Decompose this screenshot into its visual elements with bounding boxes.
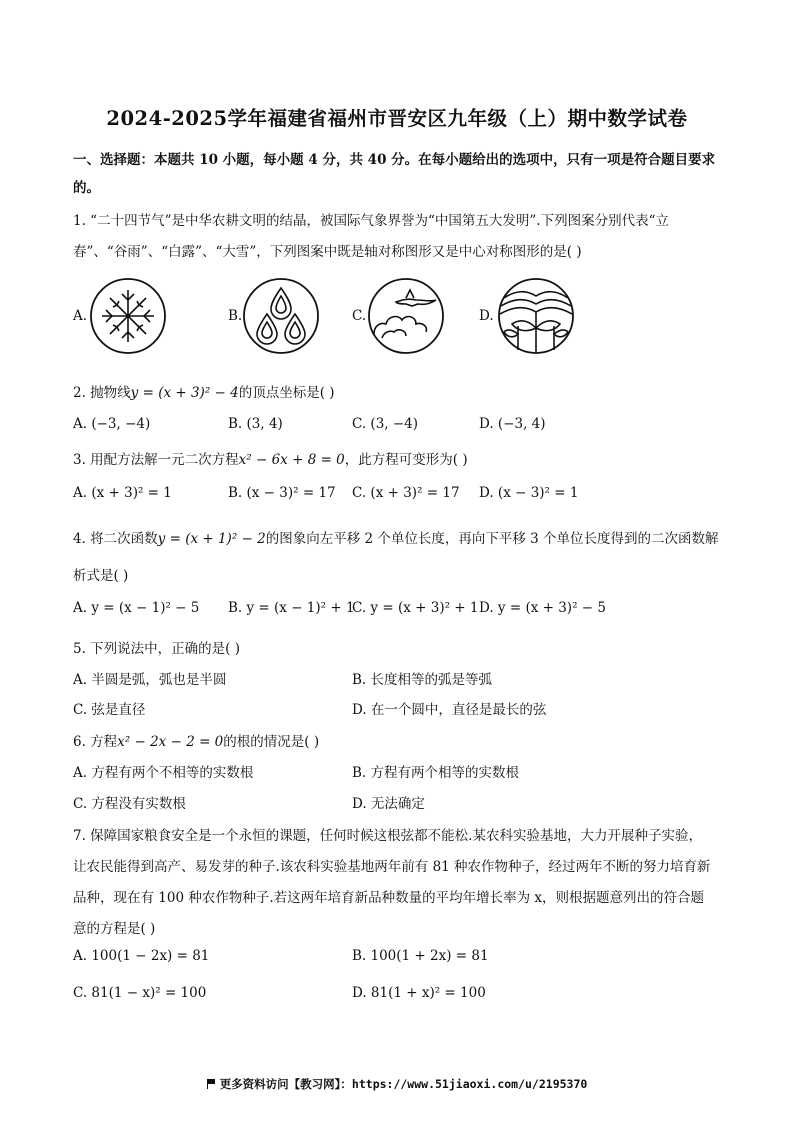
q6-option-c: C. 方程没有实数根 (73, 796, 186, 812)
droplets-icon (241, 276, 321, 356)
q3-stem-formula: x² − 6x + 8 = 0 (238, 452, 345, 468)
q5-option-d: D. 在一个圆中，直径是最长的弦 (352, 702, 547, 718)
q2-stem (73, 381, 723, 401)
q4-line2: 析式是( ) (73, 568, 129, 584)
q7-option-b: B. 100(1 + 2x) = 81 (352, 948, 489, 964)
q1-option-d-label: D. (479, 308, 494, 324)
cloud-bird-icon (366, 276, 446, 356)
q2-stem-text: 2. 抛物线 (73, 385, 131, 401)
q7-option-d: D. 81(1 + x)² = 100 (352, 985, 486, 1001)
q7-line3: 品种，现在有 100 种农作物种子.若这两年培育新品种数量的平均年增长率为 x，则根据题意列出的符合题 (73, 890, 705, 906)
q7-line4: 意的方程是( ) (73, 921, 156, 937)
q1-line1: 1. “二十四节气”是中华农耕文明的结晶，被国际气象界誉为“中国第五大发明”.下列图案分别代表“立 (73, 213, 669, 229)
flag-icon (207, 1079, 216, 1089)
q5-option-c: C. 弦是直径 (73, 702, 146, 718)
q7-line2: 让农民能得到高产、易发芽的种子.该农科实验基地两年前有 81 种农作物种子，经过两年不断的努力培育新 (73, 859, 711, 875)
q5-stem: 5. 下列说法中，正确的是( ) (73, 641, 240, 657)
q1-option-a-label: A. (73, 308, 88, 324)
q4-option-c: C. y = (x + 3)² + 1 (352, 600, 479, 616)
q4-stem-formula: y = (x + 1)² − 2 (157, 531, 266, 547)
footer (0, 1076, 794, 1092)
q4-stem-tail: 的图象向左平移 2 个单位长度，再向下平移 3 个单位长度得到的二次函数解 (265, 531, 719, 547)
q4-option-b: B. y = (x − 1)² + 1 (228, 600, 355, 616)
q1-option-c-label: C. (352, 308, 367, 324)
q6-option-a: A. 方程有两个不相等的实数根 (73, 765, 254, 781)
q2-option-d: D. (−3, 4) (479, 416, 546, 432)
q4-stem (73, 527, 723, 547)
q6-option-d: D. 无法确定 (352, 796, 425, 812)
q3-option-a: A. (x + 3)² = 1 (73, 485, 172, 501)
q1-line2: 春”、“谷雨”、“白露”、“大雪”，下列图案中既是轴对称图形又是中心对称图形的是( ) (73, 244, 582, 260)
q2-stem-tail: 的顶点坐标是( ) (238, 385, 335, 401)
q4-stem-text: 4. 将二次函数 (73, 531, 158, 547)
q4-option-a: A. y = (x − 1)² − 5 (73, 600, 200, 616)
sprout-icon (496, 276, 576, 356)
q5-option-a: A. 半圆是弧，弧也是半圆 (73, 672, 227, 688)
snowflake-icon (88, 276, 168, 356)
q3-stem-text: 3. 用配方法解一元二次方程 (73, 452, 239, 468)
q7-option-a: A. 100(1 − 2x) = 81 (73, 948, 210, 964)
q6-stem-tail: 的根的情况是( ) (223, 734, 320, 750)
q3-stem (73, 448, 723, 468)
q7-line1: 7. 保障国家粮食安全是一个永恒的课题，任何时候这根弦都不能松.某农科实验基地，大力开展种子实验， (73, 828, 702, 844)
footer-link[interactable]: 更多资料访问【教习网】：https://www.51jiaoxi.com/u/2195370 (219, 1077, 588, 1091)
section-heading-line2: 的。 (73, 180, 100, 196)
q3-option-c: C. (x + 3)² = 17 (352, 485, 460, 501)
q2-stem-formula: y = (x + 3)² − 4 (130, 385, 239, 401)
q2-option-a: A. (−3, −4) (73, 416, 151, 432)
q2-option-b: B. (3, 4) (228, 416, 283, 432)
q4-option-d: D. y = (x + 3)² − 5 (479, 600, 606, 616)
q1-option-b-label: B. (228, 308, 243, 324)
section-heading-line1: 一、选择题：本题共 10 小题，每小题 4 分，共 40 分。在每小题给出的选项中，只有一项是符合题目要求 (73, 152, 716, 168)
q7-option-c: C. 81(1 − x)² = 100 (73, 985, 207, 1001)
q3-option-d: D. (x − 3)² = 1 (479, 485, 579, 501)
q6-stem-text: 6. 方程 (73, 734, 118, 750)
page-title: 2024-2025学年福建省福州市晋安区九年级（上）期中数学试卷 (106, 107, 688, 130)
q6-stem-formula: x² − 2x − 2 = 0 (117, 734, 224, 750)
q6-stem (73, 730, 723, 750)
q3-stem-tail: ，此方程可变形为( ) (344, 452, 468, 468)
q6-option-b: B. 方程有两个相等的实数根 (352, 765, 520, 781)
q2-option-c: C. (3, −4) (352, 416, 419, 432)
q3-option-b: B. (x − 3)² = 17 (228, 485, 336, 501)
q5-option-b: B. 长度相等的弧是等弧 (352, 672, 493, 688)
